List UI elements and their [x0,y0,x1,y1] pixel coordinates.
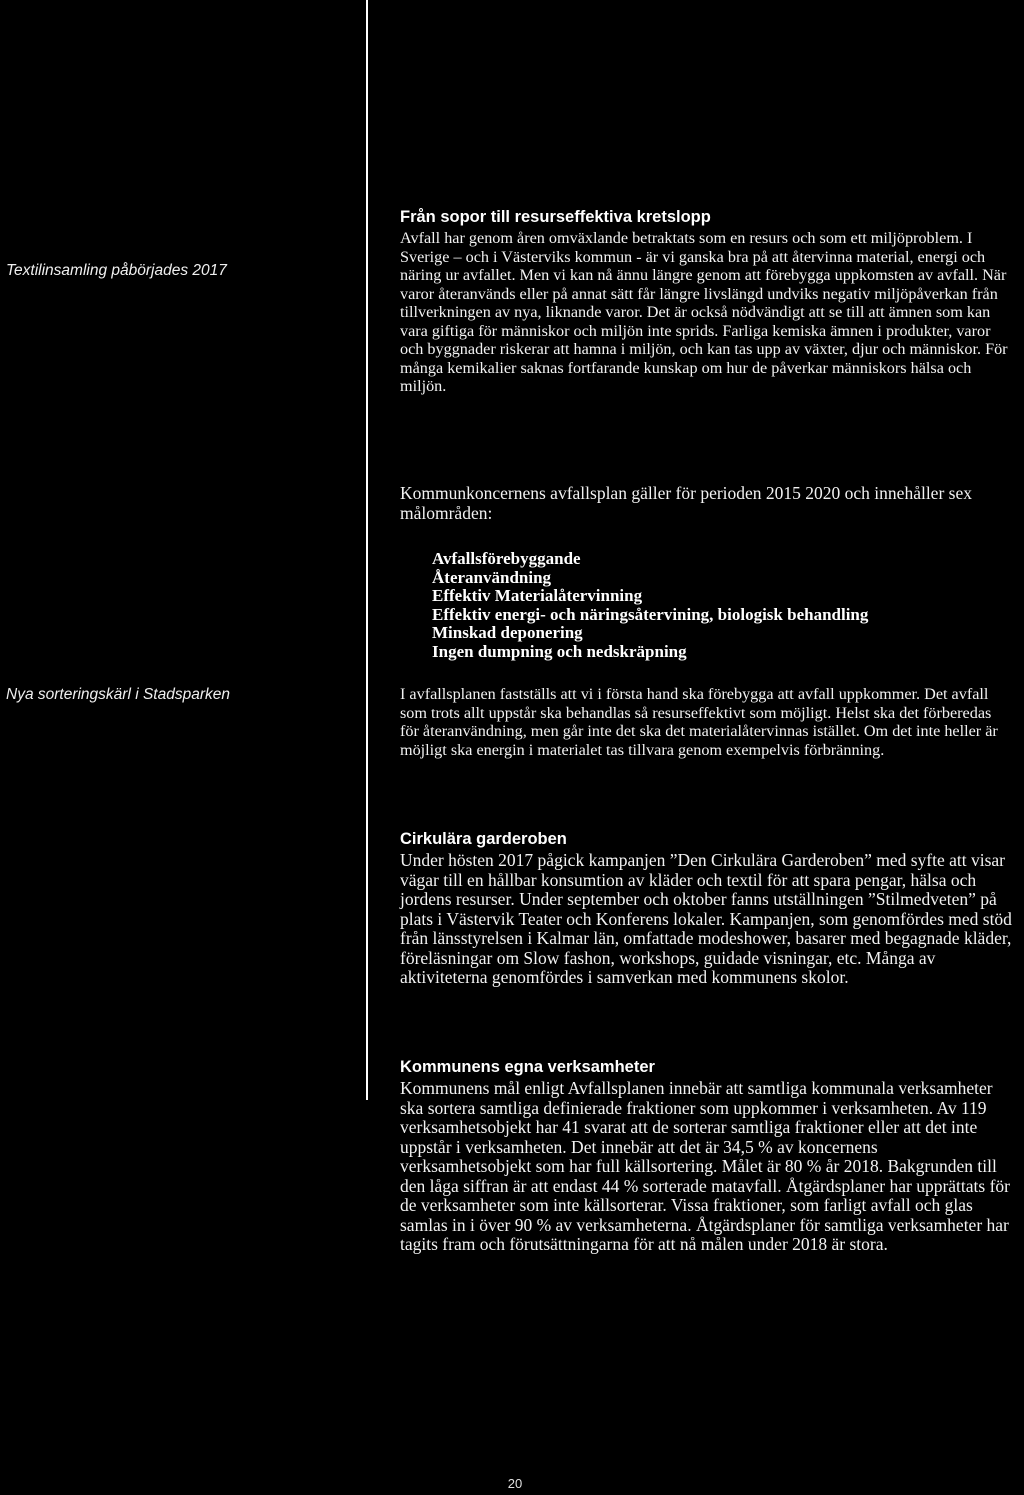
goal-item: Återanvändning [432,567,552,587]
caption-bins: Nya sorteringskärl i Stadsparken [6,686,230,703]
section-resource [400,208,1012,396]
goal-list-container [432,550,1012,661]
goal-list [432,550,1012,661]
goal-item: Effektiv Materialåtervinning [432,586,643,605]
plan-intro: Kommunkoncernens avfallsplan gäller för perioden 2015 2020 och innehåller sex målområden: [400,483,972,523]
goal-item: Effektiv energi- och näringsåtervining, biologisk behandling [432,604,869,624]
section-wardrobe [400,830,1012,988]
body-wardrobe: Under hösten 2017 pågick kampanjen ”Den Cirkulära Garderoben” med syfte att visar vägar till en hållbar konsumtion av kläder och textil för att spara pengar, hälsa och jordens resurser. Under september och oktober fanns utställningen ”Stilmedveten” på plats i Västervik Teater och Konferens lokaler. Kampanjen, som genomfördes med stöd från länsstyrelsen i Kalmar län, omfattade modeshower, basarer med begagnade kläder, föreläsningar om Slow fashon, workshops, guidade visningar, etc. Många av aktiviteterna genomfördes i samverkan med kommunens skolor. [400,850,1012,987]
body-plan: I avfallsplanen fastställs att vi i första hand ska förebygga att avfall uppkommer. Det avfall som trots allt uppstår ska behandlas så resurseffektivt som möjligt. Helst ska det förberedas för återanvändning, men går inte det ska det materialåtervinnas istället. Om det inte heller är möjligt ska energin i materialet tas tillvara genom exempelvis förbränning. [400,685,998,759]
body-operations: Kommunens mål enligt Avfallsplanen innebär att samtliga kommunala verksamheter ska sortera samtliga definierade fraktioner som uppkommer i verksamheten. Av 119 verksamhetsobjekt har 41 svarat att de sorterar samtliga fraktioner eller att det inte uppstår i verksamheten. Det innebär att det är 34,5 % av koncernens verksamhetsobjekt som har full källsortering. Målet är 80 % år 2018. Bakgrunden till den låga siffran är att endast 44 % sorterade matavfall. Åtgärdsplaner har upprättats för de verksamheter som inte källsorterar. Vissa fraktioner, som farligt avfall och glas samlas in i över 90 % av verksamheterna. Åtgärdsplaner för samtliga verksamheter har tagits fram och förutsättningarna för att nå målen under 2018 är stora. [400,1078,1010,1254]
goal-item: Ingen dumpning och nedskräpning [432,641,687,661]
section-plan-body [400,685,1012,759]
page-number: 20 [507,1476,523,1491]
heading-operations: Kommunens egna verksamheter [400,1058,655,1076]
body-resource: Avfall har genom åren omväxlande betraktats som en resurs och som ett miljöproblem. I Sverige – och i Västerviks kommun - är vi ganska bra på att återvinna material, energi och näring ur avfallet. Men vi kan nå ännu längre genom att förebygga uppkomsten av avfall. När varor återanvänds eller på annat sätt får längre livslängd undviks negativ miljöpåverkan från tillverkningen av nya, liknande varor. Det är också nödvändigt att se till att ämnen som kan vara giftiga för människor och miljön inte sprids. Farliga kemiska ämnen i produkter, varor och byggnader riskerar att hamna i miljön, och kan tas upp av växter, djur och människor. För många kemikalier saknas fortfarande kunskap om hur de påverkar människors hälsa och miljön. [400,229,1008,395]
section-operations [400,1058,1012,1255]
goal-item: Avfallsförebyggande [432,549,581,568]
column-divider [366,0,368,1100]
goal-item: Minskad deponering [432,623,583,642]
heading-wardrobe: Cirkulära garderoben [400,830,567,848]
heading-resource: Från sopor till resurseffektiva kretslopp [400,208,711,226]
caption-textile: Textilinsamling påbörjades 2017 [6,262,227,279]
section-plan [400,484,1012,523]
